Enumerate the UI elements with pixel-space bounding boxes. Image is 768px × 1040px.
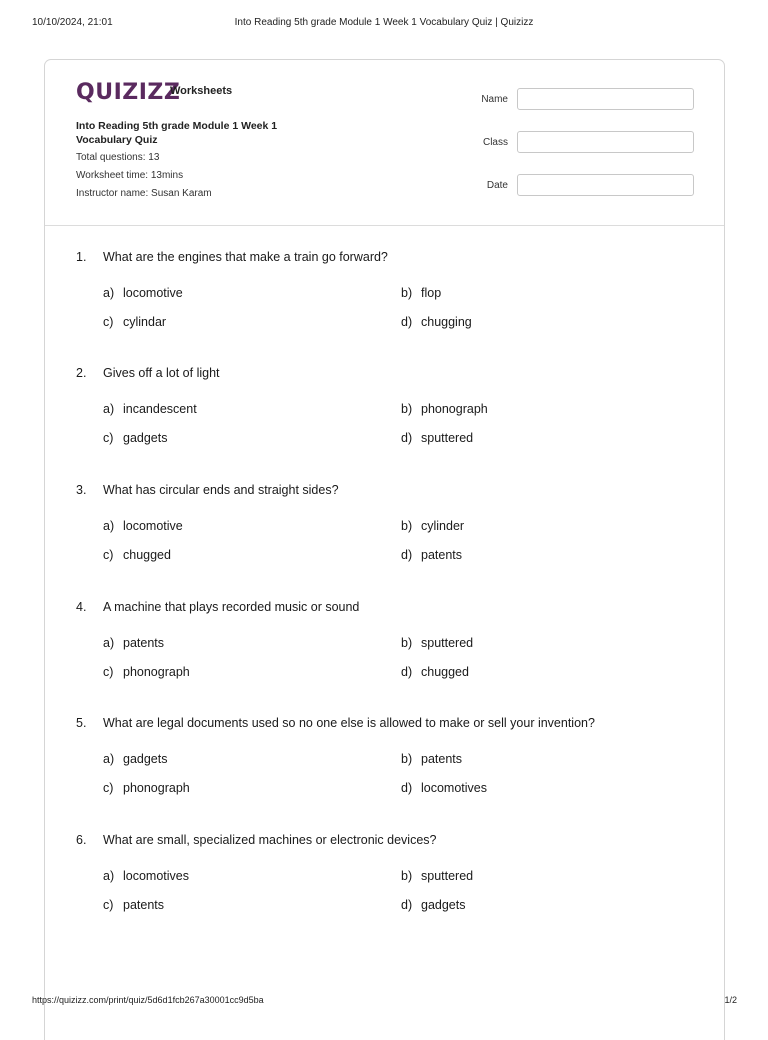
option-text: patents bbox=[123, 898, 165, 912]
option-text: chugged bbox=[421, 665, 469, 679]
page-number: 1/2 bbox=[724, 995, 737, 1005]
quizizz-logo: QUIZIZZ bbox=[76, 80, 181, 105]
option-letter: a) bbox=[103, 519, 115, 533]
option-c bbox=[103, 315, 166, 329]
option-letter: d) bbox=[401, 548, 413, 562]
option-text: locomotives bbox=[123, 869, 189, 883]
name-field[interactable] bbox=[517, 88, 694, 110]
worksheets-label: Worksheets bbox=[170, 85, 233, 97]
question-text: What are the engines that make a train go forward? bbox=[103, 250, 388, 264]
option-d bbox=[401, 665, 469, 679]
option-letter: c) bbox=[103, 781, 114, 795]
option-a bbox=[103, 752, 167, 766]
option-text: chugged bbox=[123, 548, 171, 562]
option-letter: d) bbox=[401, 781, 413, 795]
option-d bbox=[401, 898, 465, 912]
worksheet-time: Worksheet time: 13mins bbox=[76, 170, 184, 181]
option-c bbox=[103, 665, 190, 679]
question-number: 5. bbox=[76, 716, 87, 730]
quiz-title: Into Reading 5th grade Module 1 Week 1 Vocabulary Quiz bbox=[76, 120, 278, 146]
question-4 bbox=[45, 600, 724, 710]
question-text: What has circular ends and straight sides? bbox=[103, 483, 339, 497]
option-d bbox=[401, 431, 473, 445]
question-number: 2. bbox=[76, 366, 87, 380]
option-c bbox=[103, 548, 171, 562]
option-c bbox=[103, 431, 167, 445]
option-text: locomotive bbox=[123, 519, 183, 533]
option-c bbox=[103, 781, 190, 795]
question-3 bbox=[45, 483, 724, 593]
class-label: Class bbox=[482, 137, 508, 148]
option-letter: b) bbox=[401, 869, 413, 883]
option-d bbox=[401, 315, 472, 329]
option-text: chugging bbox=[421, 315, 472, 329]
question-text: A machine that plays recorded music or sound bbox=[103, 600, 360, 614]
option-letter: b) bbox=[401, 402, 413, 416]
name-label: Name bbox=[481, 94, 508, 105]
option-c bbox=[103, 898, 164, 912]
question-text: Gives off a lot of light bbox=[103, 366, 220, 380]
option-b bbox=[401, 869, 473, 883]
print-datetime: 10/10/2024, 21:01 bbox=[32, 17, 113, 28]
question-number: 4. bbox=[76, 600, 87, 614]
option-letter: a) bbox=[103, 402, 115, 416]
option-text: phonograph bbox=[123, 665, 190, 679]
option-letter: b) bbox=[401, 636, 413, 650]
option-letter: b) bbox=[401, 752, 413, 766]
option-text: locomotive bbox=[123, 286, 183, 300]
date-field[interactable] bbox=[517, 174, 694, 196]
print-page-title: Into Reading 5th grade Module 1 Week 1 Vocabulary Quiz | Quizizz bbox=[234, 17, 534, 28]
class-field[interactable] bbox=[517, 131, 694, 153]
option-text: patents bbox=[421, 548, 463, 562]
option-letter: d) bbox=[401, 898, 413, 912]
instructor-name: Instructor name: Susan Karam bbox=[76, 188, 212, 199]
option-d bbox=[401, 548, 462, 562]
option-letter: a) bbox=[103, 286, 115, 300]
option-letter: b) bbox=[401, 519, 413, 533]
option-letter: b) bbox=[401, 286, 413, 300]
option-text: cylindar bbox=[123, 315, 167, 329]
option-text: phonograph bbox=[123, 781, 190, 795]
question-6 bbox=[45, 833, 724, 943]
option-text: sputtered bbox=[421, 869, 474, 883]
option-letter: c) bbox=[103, 898, 114, 912]
question-number: 3. bbox=[76, 483, 87, 497]
question-2 bbox=[45, 366, 724, 476]
option-b bbox=[401, 286, 441, 300]
print-header bbox=[0, 17, 768, 31]
option-text: flop bbox=[421, 286, 442, 300]
date-label: Date bbox=[486, 180, 508, 191]
question-number: 6. bbox=[76, 833, 87, 847]
print-url: https://quizizz.com/print/quiz/5d6d1fcb267a30001cc9d5ba bbox=[32, 995, 264, 1005]
option-text: patents bbox=[421, 752, 463, 766]
option-letter: c) bbox=[103, 665, 114, 679]
option-letter: c) bbox=[103, 315, 114, 329]
option-b bbox=[401, 402, 488, 416]
option-letter: a) bbox=[103, 752, 115, 766]
option-a bbox=[103, 636, 164, 650]
option-text: gadgets bbox=[421, 898, 466, 912]
option-a bbox=[103, 286, 183, 300]
question-5 bbox=[45, 716, 724, 826]
option-letter: d) bbox=[401, 315, 413, 329]
option-text: gadgets bbox=[123, 752, 168, 766]
option-text: locomotives bbox=[421, 781, 487, 795]
option-b bbox=[401, 519, 464, 533]
option-d bbox=[401, 781, 487, 795]
option-text: incandescent bbox=[123, 402, 197, 416]
option-text: cylinder bbox=[421, 519, 465, 533]
option-letter: a) bbox=[103, 869, 115, 883]
worksheet bbox=[44, 59, 725, 1040]
option-letter: a) bbox=[103, 636, 115, 650]
option-a bbox=[103, 519, 183, 533]
total-questions: Total questions: 13 bbox=[76, 152, 160, 163]
option-letter: c) bbox=[103, 548, 114, 562]
question-text: What are small, specialized machines or electronic devices? bbox=[103, 833, 437, 847]
worksheet-header bbox=[45, 60, 724, 226]
option-letter: c) bbox=[103, 431, 114, 445]
question-text: What are legal documents used so no one else is allowed to make or sell your invention? bbox=[103, 716, 595, 730]
option-a bbox=[103, 402, 197, 416]
option-b bbox=[401, 636, 473, 650]
option-text: phonograph bbox=[421, 402, 488, 416]
option-b bbox=[401, 752, 462, 766]
option-a bbox=[103, 869, 189, 883]
question-1 bbox=[45, 250, 724, 360]
option-letter: d) bbox=[401, 431, 413, 445]
print-footer bbox=[0, 995, 768, 1009]
option-text: sputtered bbox=[421, 431, 474, 445]
question-number: 1. bbox=[76, 250, 87, 264]
option-text: gadgets bbox=[123, 431, 168, 445]
option-letter: d) bbox=[401, 665, 413, 679]
option-text: sputtered bbox=[421, 636, 474, 650]
option-text: patents bbox=[123, 636, 165, 650]
